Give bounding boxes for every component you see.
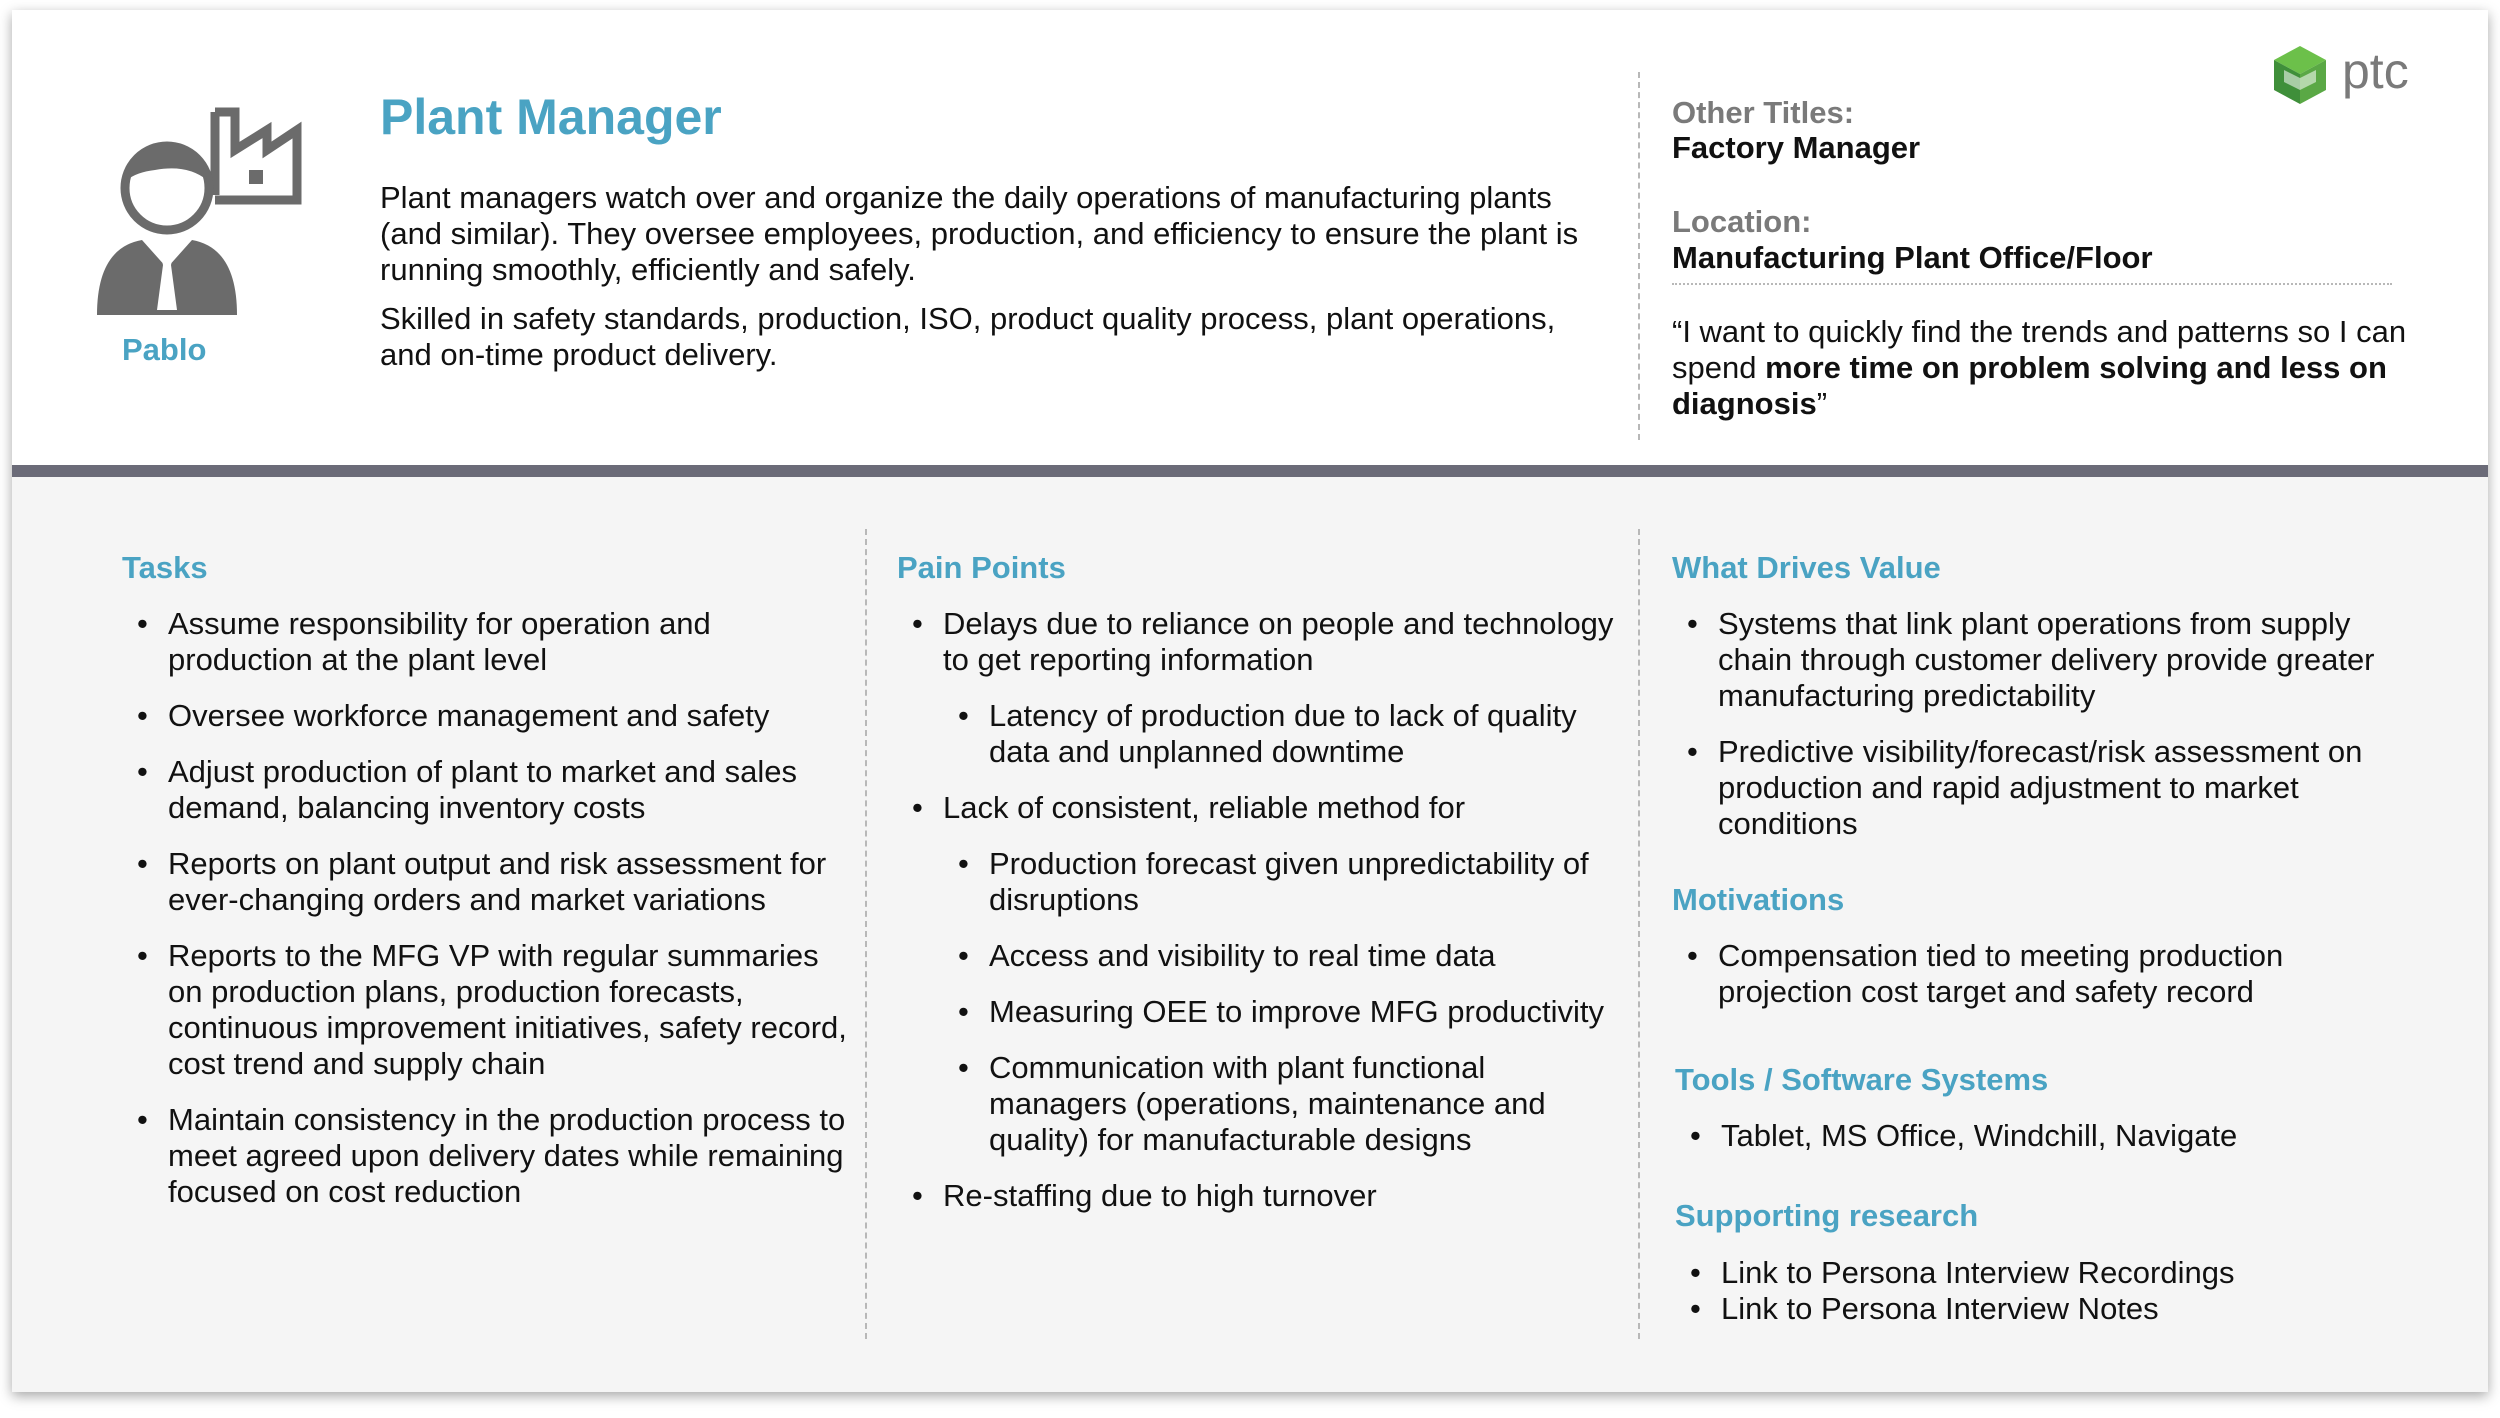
drives-value-list	[1672, 606, 2412, 862]
list-item: • Re-staffing due to high turnover	[897, 1178, 1627, 1214]
tasks-list	[122, 606, 852, 1230]
research-heading: Supporting research	[1675, 1198, 1979, 1233]
persona-description	[380, 180, 1610, 386]
pain-points-list	[897, 606, 1627, 1234]
list-item: • Reports on plant output and risk assessment for ever-changing orders and market variations	[122, 846, 852, 918]
other-titles-value: Factory Manager	[1672, 130, 1921, 165]
list-sub-item: • Access and visibility to real time data	[943, 938, 1627, 974]
tasks-heading: Tasks	[122, 550, 208, 585]
column-divider	[1638, 72, 1640, 440]
page-title: Plant Manager	[380, 89, 722, 145]
list-item: • Adjust production of plant to market and sales demand, balancing inventory costs	[122, 754, 852, 826]
persona-header	[12, 10, 2488, 465]
persona-name: Pablo	[122, 332, 207, 367]
list-item: • Compensation tied to meeting production projection cost target and safety record	[1672, 938, 2412, 1010]
research-list	[1675, 1255, 2415, 1327]
research-link[interactable]: • Link to Persona Interview Notes	[1675, 1291, 2415, 1327]
quote-text: “I want to quickly find the trends and patterns so I can spend	[1672, 314, 2407, 385]
tools-list	[1675, 1118, 2415, 1174]
research-link[interactable]: • Link to Persona Interview Recordings	[1675, 1255, 2415, 1291]
list-item: • Systems that link plant operations from supply chain through customer delivery provide greater manufacturing predictability	[1672, 606, 2412, 714]
tools-heading: Tools / Software Systems	[1675, 1062, 2049, 1097]
persona-card	[12, 10, 2488, 1392]
persona-quote	[1672, 314, 2412, 422]
other-titles-label: Other Titles:	[1672, 95, 1855, 130]
list-item: • Maintain consistency in the production process to meet agreed upon delivery dates while remaining focused on cost reduction	[122, 1102, 852, 1210]
list-item: • Predictive visibility/forecast/risk assessment on production and rapid adjustment to market conditions	[1672, 734, 2412, 842]
logo-text: ptc	[2342, 43, 2409, 99]
quote-close: ”	[1816, 386, 1828, 421]
motivations-list	[1672, 938, 2412, 1030]
dotted-divider	[1672, 283, 2392, 285]
description-paragraph: Skilled in safety standards, production, ISO, product quality process, plant operations, and on-time product delivery.	[380, 301, 1556, 372]
list-item: • Delays due to reliance on people and technology to get reporting information	[897, 606, 1627, 678]
pain-points-heading: Pain Points	[897, 550, 1066, 585]
list-item: • Lack of consistent, reliable method for	[897, 790, 1627, 826]
list-sub-item: • Production forecast given unpredictability of disruptions	[943, 846, 1627, 918]
ptc-logo	[2270, 40, 2445, 115]
description-paragraph: Plant managers watch over and organize the daily operations of manufacturing plants (and similar). They oversee employees, production, and efficiency to ensure the plant is running smoothly, efficiently and safely.	[380, 180, 1579, 287]
motivations-heading: Motivations	[1672, 882, 1845, 917]
section-divider-bar	[12, 465, 2488, 477]
list-sub-item: • Communication with plant functional managers (operations, maintenance and quality) for manufacturable designs	[943, 1050, 1627, 1158]
list-item: • Reports to the MFG VP with regular summaries on production plans, production forecasts, continuous improvement initiatives, safety record, cost trend and supply chain	[122, 938, 852, 1082]
list-item: • Tablet, MS Office, Windchill, Navigate	[1675, 1118, 2415, 1154]
drives-value-heading: What Drives Value	[1672, 550, 1941, 585]
list-sub-item: • Measuring OEE to improve MFG productivity	[943, 994, 1627, 1030]
list-sub-item: • Latency of production due to lack of quality data and unplanned downtime	[943, 698, 1627, 770]
location-label: Location:	[1672, 204, 1812, 239]
persona-factory-icon	[97, 100, 327, 320]
list-item: • Assume responsibility for operation and production at the plant level	[122, 606, 852, 678]
quote-emphasis: more time on problem solving and less on diagnosis	[1672, 350, 2387, 421]
location-value: Manufacturing Plant Office/Floor	[1672, 240, 2153, 275]
column-divider	[865, 529, 867, 1339]
list-item: • Oversee workforce management and safety	[122, 698, 852, 734]
ptc-logo-icon	[2274, 46, 2326, 104]
column-divider	[1638, 529, 1640, 1339]
